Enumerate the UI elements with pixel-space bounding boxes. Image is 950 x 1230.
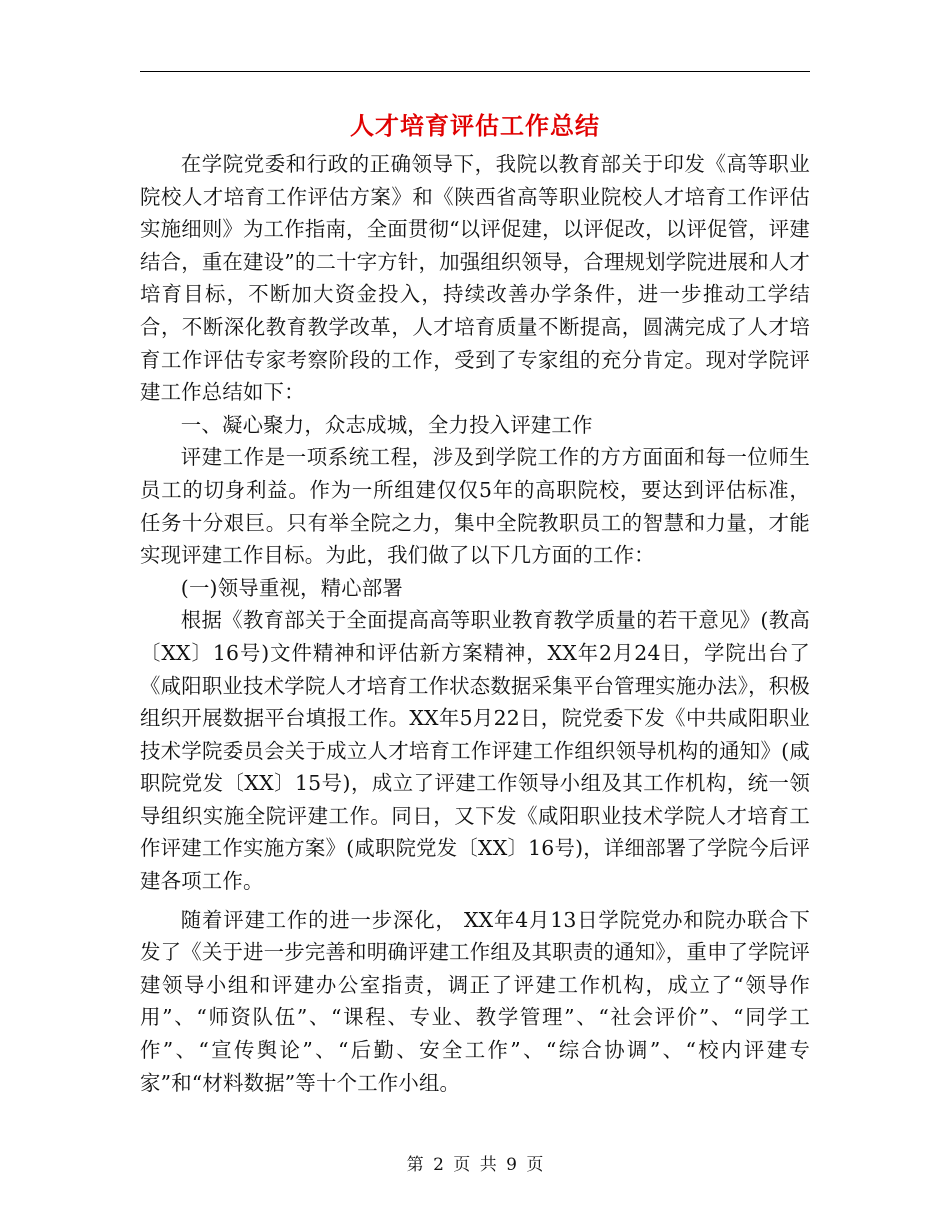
subsection-heading-1: (一)领导重视，精心部署: [180, 575, 404, 600]
page-number: 第 2 页 共 9 页: [406, 1155, 544, 1175]
paragraph-section-1: 评建工作是一项系统工程，涉及到学院工作的方方面面和每一位师生员工的切身利益。作为一所组建仅仅5年的高职院校，要达到评估标准，任务十分艰巨。只有举全院之力，集中全院教职员工的智慧和力量，才能实现评建工作目标。为此，我们做了以下几方面的工作：: [140, 445, 810, 568]
document-title: 人才培育评估工作总结: [350, 111, 600, 140]
paragraph-subsection-1b: 随着评建工作的进一步深化， XX年4月13日学院党办和院办联合下发了《关于进一步完善和明确评建工作组及其职责的通知》，重申了学院评建领导小组和评建办公室指责，调正了评建工作机构，成立了“领导作用”、“师资队伍”、“课程、专业、教学管理”、“社会评价”、“同学工作”、“宣传舆论”、“后勤、安全工作”、“综合协调”、“校内评建专家”和“材料数据”等十个工作小组。: [140, 907, 810, 1095]
paragraph-intro: 在学院党委和行政的正确领导下，我院以教育部关于印发《高等职业院校人才培育工作评估方案》和《陕西省高等职业院校人才培育工作评估实施细则》为工作指南，全面贯彻“以评促建，以评促改，以评促管，评建结合，重在建设”的二十字方针，加强组织领导，合理规划学院进展和人才培育目标，不断加大资金投入，持续改善办学条件，进一步推动工学结合，不断深化教育教学改革，人才培育质量不断提高，圆满完成了人才培育工作评估专家考察阶段的工作，受到了专家组的充分肯定。现对学院评建工作总结如下：: [140, 152, 810, 405]
section-heading-1: 一、凝心聚力，众志成城，全力投入评建工作: [180, 412, 593, 437]
paragraph-subsection-1: 根据《教育部关于全面提高高等职业教育教学质量的若干意见》(教高〔XX〕16号)文件精神和评估新方案精神，XX年2月24日，学院出台了《咸阳职业技术学院人才培育工作状态数据采集平台管理实施办法》，积极组织开展数据平台填报工作。XX年5月22日，院党委下发《中共咸阳职业技术学院委员会关于成立人才培育工作评建工作组织领导机构的通知》(咸职院党发〔XX〕15号)，成立了评建工作领导小组及其工作机构，统一领导组织实施全院评建工作。同日，又下发《咸阳职业技术学院人才培育工作评建工作实施方案》(咸职院党发〔XX〕16号)，详细部署了学院今后评建各项工作。: [140, 608, 810, 894]
header-rule: [140, 71, 810, 72]
document-body: [140, 148, 810, 1099]
